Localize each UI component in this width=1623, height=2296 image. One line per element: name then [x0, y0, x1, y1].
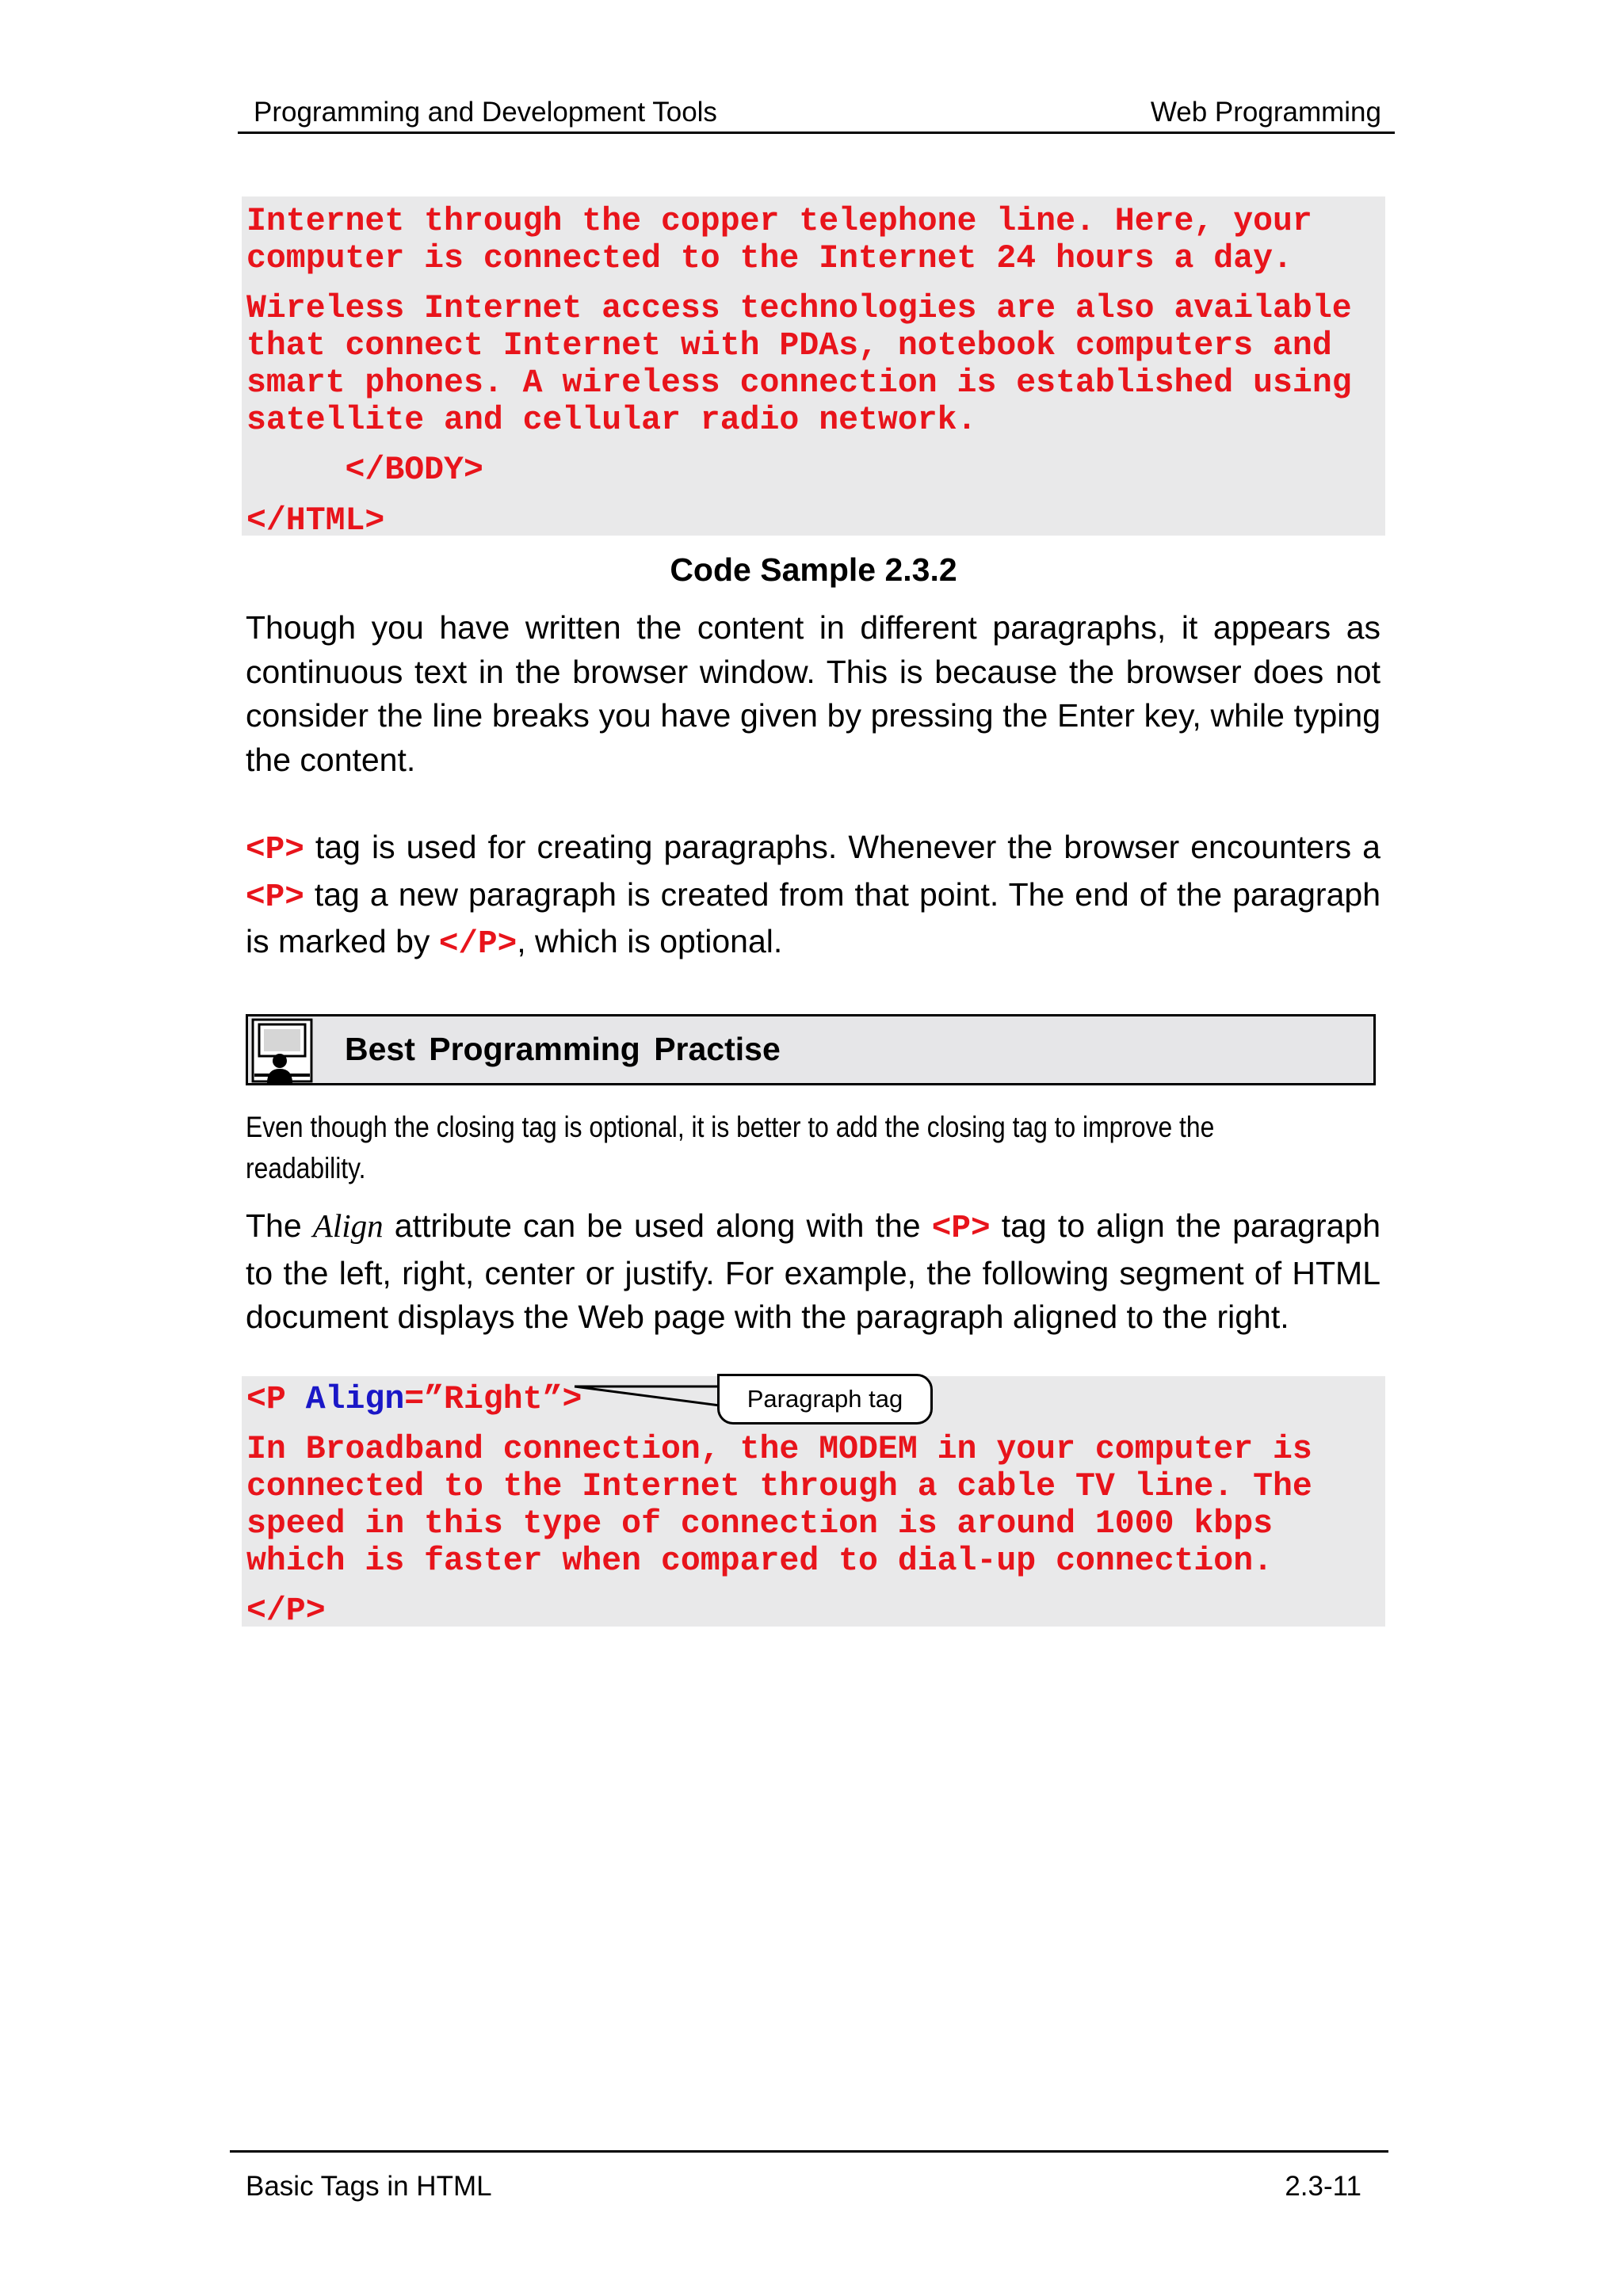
- header-right: Web Programming: [1150, 97, 1381, 128]
- best-practise-banner: [246, 1014, 1376, 1085]
- code-line: Wireless Internet access technologies are also available: [246, 290, 1352, 327]
- best-practise-note-line: Even though the closing tag is optional, it is better to add the closing tag to improve the: [246, 1111, 1215, 1143]
- code-line: smart phones. A wireless connection is established using: [246, 364, 1352, 402]
- paragraph-line-breaks: Though you have written the content in different paragraphs, it appears as continuous text in the browser window. This is because the browser does not consider the line breaks you have given by pressing the Enter key, while typing the content.: [246, 609, 1381, 778]
- paragraph-tag-callout: Paragraph tag: [717, 1374, 933, 1425]
- code-line: Internet through the copper telephone line. Here, your: [246, 203, 1312, 240]
- code-line: speed in this type of connection is around 1000 kbps: [246, 1505, 1274, 1543]
- best-practise-title: Best Programming Practise: [345, 1031, 781, 1067]
- footer-rule: [230, 2150, 1388, 2153]
- header-left: Programming and Development Tools: [254, 97, 717, 128]
- tag-start: <P: [246, 1381, 306, 1418]
- paragraph-p-tag: [246, 826, 1381, 967]
- paragraph-align-attribute: [246, 1204, 1381, 1340]
- callout-pointer: [571, 1377, 729, 1409]
- inline-tag: <P>: [931, 1211, 991, 1247]
- code-line: In Broadband connection, the MODEM in your computer is: [246, 1431, 1312, 1468]
- text-run: tag a new paragraph is created from that point. The end of the paragraph is marked by: [246, 875, 1381, 959]
- best-practise-note-line: readability.: [246, 1152, 366, 1184]
- attribute-value: =”Right”>: [404, 1381, 582, 1418]
- code-line-open-tag: [246, 1381, 582, 1418]
- attribute-name: Align: [305, 1381, 405, 1418]
- code-line: which is faster when compared to dial-up connection.: [246, 1543, 1274, 1580]
- inline-tag: </P>: [438, 926, 517, 963]
- code-line: </P>: [246, 1592, 326, 1630]
- code-line: satellite and cellular radio network.: [246, 402, 977, 439]
- code-sample-caption: Code Sample 2.3.2: [670, 551, 957, 588]
- code-block-1: [242, 196, 1385, 540]
- code-line: connected to the Internet through a cable TV line. The: [246, 1468, 1312, 1505]
- code-line: </HTML>: [246, 502, 385, 540]
- text-run: tag is used for creating paragraphs. Whenever the browser encounters a: [304, 829, 1381, 865]
- presenter-at-screen-icon: [251, 1018, 313, 1083]
- code-line: that connect Internet with PDAs, notebook computers and: [246, 327, 1332, 364]
- code-line: computer is connected to the Internet 24 hours a day.: [246, 240, 1293, 277]
- text-run: tag to align the paragraph to the left, right, center or justify. For example, the following segment of HTML document displays the Web page with the paragraph aligned to the right.: [246, 1207, 1381, 1335]
- align-keyword: Align: [312, 1207, 384, 1244]
- code-line: </BODY>: [246, 452, 483, 489]
- text-run: attribute can be used along with the: [383, 1207, 932, 1244]
- header-rule: [238, 132, 1395, 134]
- inline-tag: <P>: [246, 879, 304, 916]
- text-run: , which is optional.: [517, 923, 783, 959]
- inline-tag: <P>: [246, 832, 304, 868]
- page-number: 2.3-11: [1285, 2171, 1361, 2202]
- footer-left: Basic Tags in HTML: [246, 2171, 492, 2202]
- text-run: The: [246, 1207, 313, 1244]
